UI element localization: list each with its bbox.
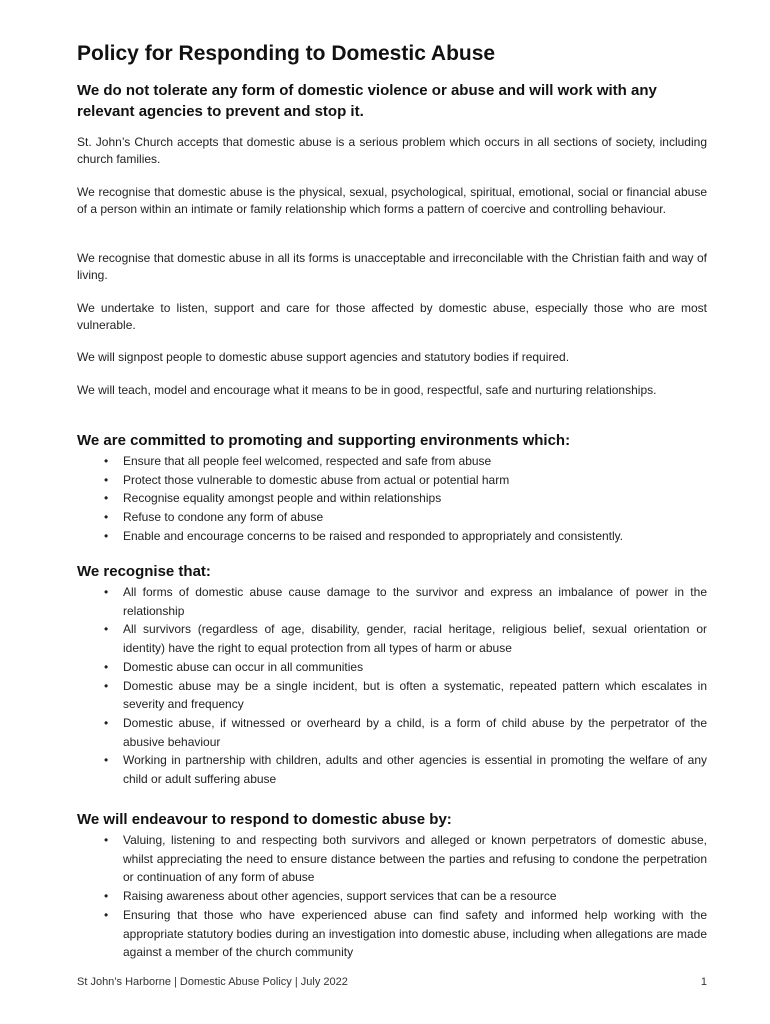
page-number: 1 xyxy=(700,976,707,988)
list-item: • Refuse to condone any form of abuse xyxy=(77,508,707,527)
bullet-list xyxy=(77,831,707,962)
list-item: • Enable and encourage concerns to be raised and responded to appropriately and consistently. xyxy=(77,527,707,546)
page-title: Policy for Responding to Domestic Abuse xyxy=(77,42,496,65)
list-item: • All forms of domestic abuse cause damage to the survivor and express an imbalance of power in the relationship xyxy=(77,583,707,620)
list-item: • Valuing, listening to and respecting both survivors and alleged or known perpetrators of domestic abuse, whilst appreciating the need to ensure distance between the parties and refusing to condone the perpetration or continuation of any form of abuse xyxy=(77,831,707,887)
list-item: • Ensuring that those who have experienced abuse can find safety and informed help working with the appropriate statutory bodies during an investigation into domestic abuse, including when allegations are made against a member of the church community xyxy=(77,906,707,962)
paragraph: St. John’s Church accepts that domestic abuse is a serious problem which occurs in all sections of society, including church families. xyxy=(77,135,707,166)
paragraph: We will signpost people to domestic abuse support agencies and statutory bodies if required. xyxy=(77,350,570,364)
list-item: • Domestic abuse can occur in all communities xyxy=(77,658,707,677)
list-item: • Domestic abuse, if witnessed or overheard by a child, is a form of child abuse by the perpetrator of the abusive behaviour xyxy=(77,714,707,751)
list-item: • Protect those vulnerable to domestic abuse from actual or potential harm xyxy=(77,471,707,490)
paragraph: We undertake to listen, support and care for those affected by domestic abuse, especially those who are most vulnerable. xyxy=(77,301,707,332)
section-heading: We recognise that: xyxy=(77,563,211,580)
bullet-list xyxy=(77,583,707,789)
list-item: • Ensure that all people feel welcomed, respected and safe from abuse xyxy=(77,452,707,471)
footer-text: St John’s Harborne | Domestic Abuse Policy | July 2022 xyxy=(77,976,348,988)
list-item: • Recognise equality amongst people and within relationships xyxy=(77,489,707,508)
list-item: • Raising awareness about other agencies, support services that can be a resource xyxy=(77,887,707,906)
paragraph: We recognise that domestic abuse is the physical, sexual, psychological, spiritual, emotional, social or financial abuse of a person within an intimate or family relationship which forms a pattern of coercive and controlling behaviour. xyxy=(77,185,707,216)
bullet-list xyxy=(77,452,707,546)
document-page xyxy=(77,0,707,1024)
section-heading: We will endeavour to respond to domestic abuse by: xyxy=(77,811,452,828)
list-item: • All survivors (regardless of age, disability, gender, racial heritage, religious belief, sexual orientation or identity) have the right to equal protection from all types of harm or abuse xyxy=(77,620,707,657)
list-item: • Working in partnership with children, adults and other agencies is essential in promoting the welfare of any child or adult suffering abuse xyxy=(77,751,707,788)
intro-statement: We do not tolerate any form of domestic violence or abuse and will work with any relevant agencies to prevent and stop it. xyxy=(77,82,657,120)
section-heading: We are committed to promoting and supporting environments which: xyxy=(77,432,571,449)
paragraph: We will teach, model and encourage what it means to be in good, respectful, safe and nurturing relationships. xyxy=(77,383,657,397)
page-footer xyxy=(77,976,707,992)
list-item: • Domestic abuse may be a single incident, but is often a systematic, repeated pattern which escalates in severity and frequency xyxy=(77,677,707,714)
paragraph: We recognise that domestic abuse in all its forms is unacceptable and irreconcilable with the Christian faith and way of living. xyxy=(77,251,707,282)
